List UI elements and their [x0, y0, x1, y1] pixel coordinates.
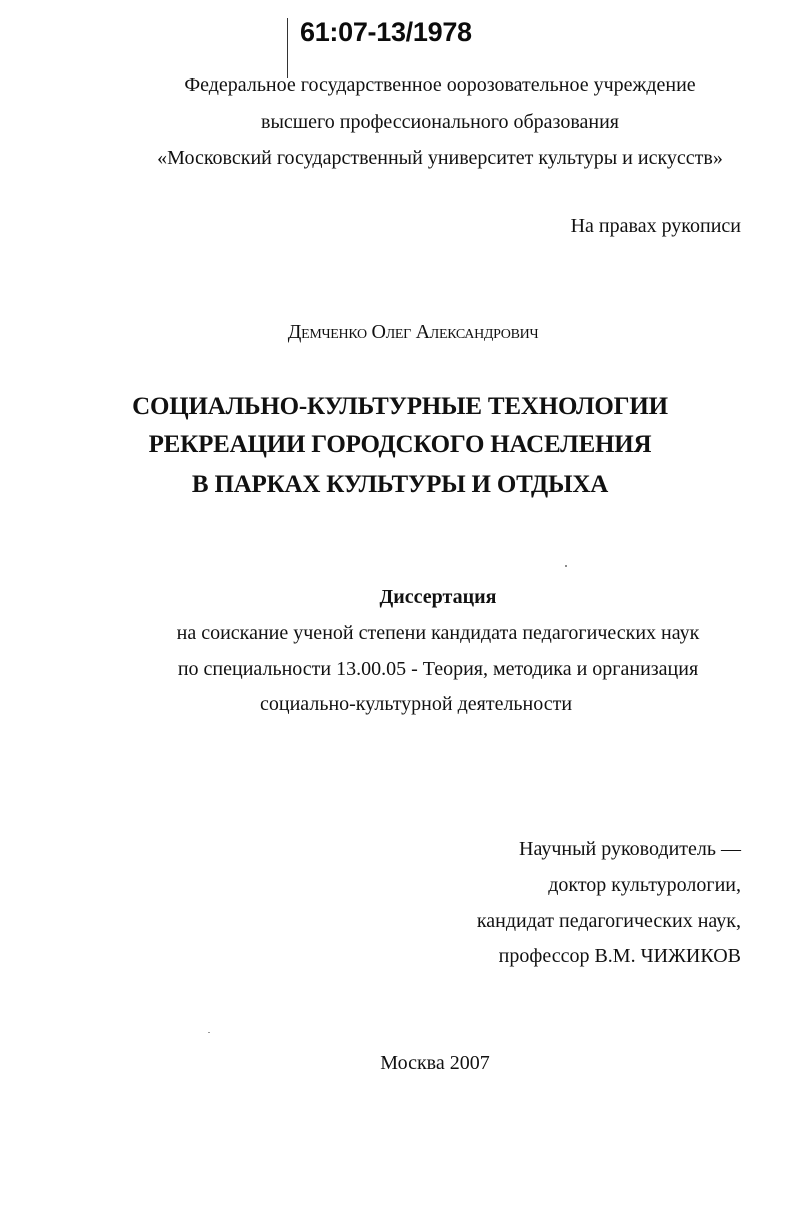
dissertation-heading: Диссертация: [379, 586, 497, 608]
manuscript-note: На правах рукописи: [570, 215, 741, 237]
title-line-2: РЕКРЕАЦИИ ГОРОДСКОГО НАСЕЛЕНИЯ: [148, 431, 652, 458]
supervisor-line-4: профессор В.М. ЧИЖИКОВ: [498, 945, 741, 967]
dissertation-line-2: по специальности 13.00.05 - Теория, методика и организация: [177, 658, 699, 680]
dissertation-line-1: на соискание ученой степени кандидата педагогических наук: [176, 622, 700, 644]
title-line-3: В ПАРКАХ КУЛЬТУРЫ И ОТДЫХА: [191, 471, 609, 498]
institution-line-3: «Московский государственный университет культуры и искусств»: [157, 147, 723, 169]
scan-speck-2: [208, 1032, 210, 1033]
scan-speck: [565, 565, 567, 567]
stamp-divider-line: [287, 18, 288, 78]
institution-line-1: Федеральное государственное оорозовательное учреждение: [184, 74, 696, 96]
institution-line-2: высшего профессионального образования: [261, 111, 619, 133]
author-name: Демченко Олег Александрович: [287, 321, 539, 343]
supervisor-line-3: кандидат педагогических наук,: [476, 910, 741, 932]
supervisor-line-1: Научный руководитель —: [519, 838, 741, 860]
title-line-1: СОЦИАЛЬНО-КУЛЬТУРНЫЕ ТЕХНОЛОГИИ: [132, 393, 668, 420]
dissertation-line-3: социально-культурной деятельности: [260, 693, 573, 715]
city-year: Москва 2007: [380, 1052, 490, 1074]
library-stamp-code: 61:07-13/1978: [300, 17, 472, 47]
supervisor-line-2: доктор культурологии,: [548, 874, 741, 896]
